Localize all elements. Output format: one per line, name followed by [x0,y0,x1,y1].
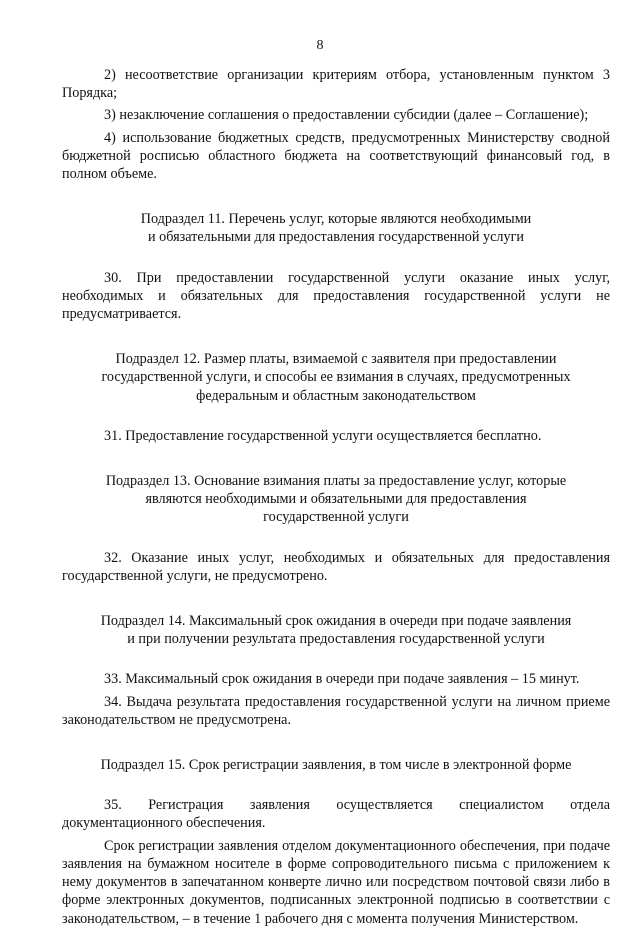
paragraph: 30. При предоставлении государственной услуги оказание иных услуг, необходимых и обязательных для предоставления государственной услуги не предусматривается. [62,269,610,323]
heading-line: государственной услуги, и способы ее взимания в случаях, предусмотренных [101,369,571,386]
paragraph: 31. Предоставление государственной услуги осуществляется бесплатно. [104,427,542,444]
paragraph: 33. Максимальный срок ожидания в очереди при подаче заявления – 15 минут. [104,671,580,688]
heading-line: Подраздел 15. Срок регистрации заявления, в том числе в электронной форме [100,757,572,774]
paragraph: 34. Выдача результата предоставления государственной услуги на личном приеме законодательством не предусмотрена. [62,693,610,728]
heading-line: и обязательными для предоставления государственной услуги [147,229,525,246]
subsection-heading [62,472,610,527]
paragraph: 2) несоответствие организации критериям отбора, установленным пунктом 3 Порядка; [62,67,610,102]
heading-line: федеральным и областным законодательством [196,387,476,404]
paragraph: 3) незаключение соглашения о предоставлении субсидии (далее – Соглашение); [104,107,589,124]
subsection-heading [62,612,610,648]
heading-line: государственной услуги [263,509,409,526]
heading-line: являются необходимыми и обязательными для предоставления [145,491,527,508]
document-body [62,66,610,928]
heading-line: Подраздел 14. Максимальный срок ожидания в очереди при подаче заявления [100,613,572,630]
heading-line: Подраздел 13. Основание взимания платы за предоставление услуг, которые [105,473,567,490]
subsection-heading [62,350,610,405]
page-number: 8 [316,38,324,53]
heading-line: Подраздел 11. Перечень услуг, которые являются необходимыми [140,211,532,228]
paragraph: 35. Регистрация заявления осуществляется специалистом отдела документационного обеспечения. [62,797,610,832]
paragraph: Срок регистрации заявления отделом документационного обеспечения, при подаче заявления на бумажном носителе в форме сопроводительного письма с приложением к нему документов в запечатанном конверте лично или посредством почтовой связи либо в форме электронных документов, подписанных электронной подписью в соответствии с законодательством, – в течение 1 рабочего дня с момента получения Министерством. [62,837,610,927]
heading-line: Подраздел 12. Размер платы, взимаемой с заявителя при предоставлении [115,351,557,368]
subsection-heading [62,210,610,246]
paragraph: 32. Оказание иных услуг, необходимых и обязательных для предоставления государственной услуги, не предусмотрено. [62,549,610,584]
paragraph: 4) использование бюджетных средств, предусмотренных Министерству сводной бюджетной росписью областного бюджета на соответствующий финансовый год, в полном объеме. [62,129,610,183]
heading-line: и при получении результата предоставления государственной услуги [127,631,545,648]
subsection-heading [62,756,610,774]
